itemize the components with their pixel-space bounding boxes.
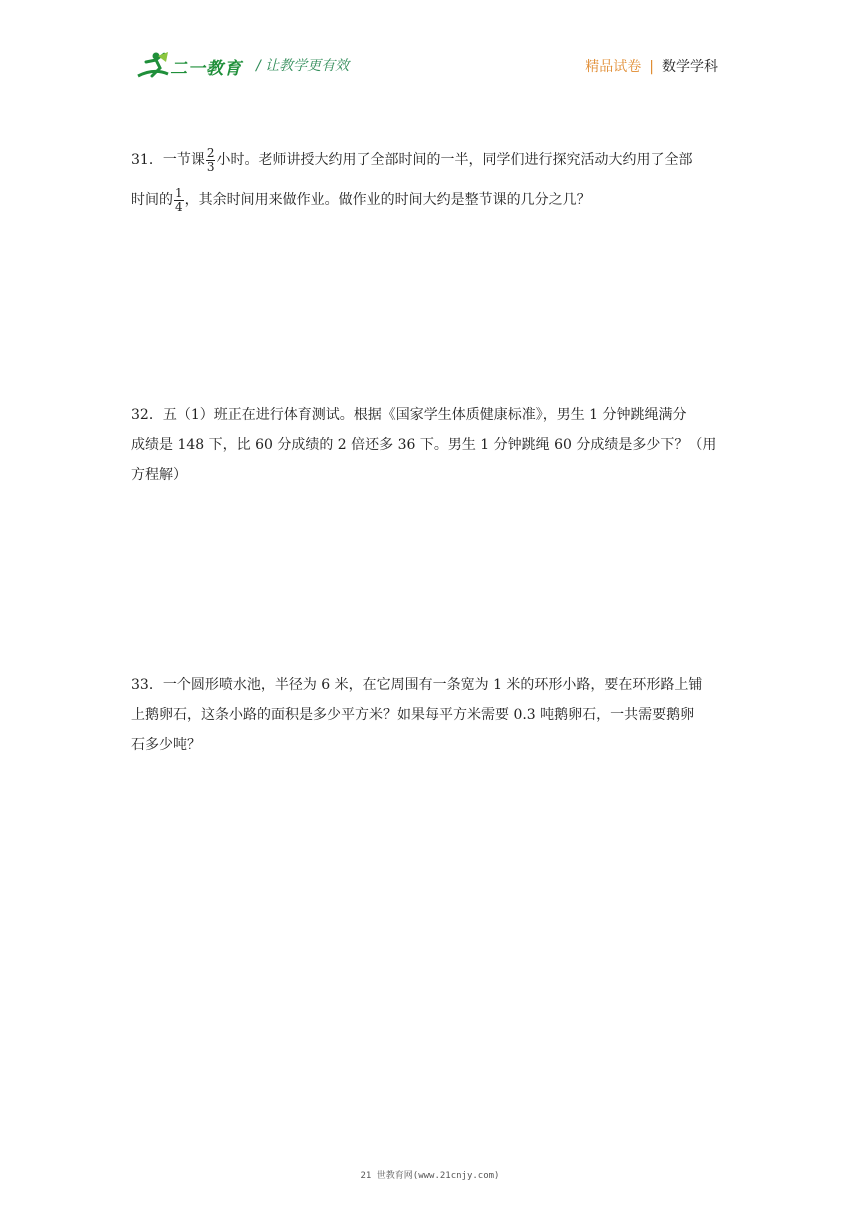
question-31-line-1 — [131, 145, 731, 175]
header-right — [585, 56, 718, 76]
q32-line-2: 成绩是 148 下，比 60 分成绩的 2 倍还多 36 下。男生 1 分钟跳绳 60 分成绩是多少下？（用 — [131, 437, 717, 453]
question-33 — [131, 670, 731, 760]
q33-line-3: 石多少吨？ — [131, 737, 201, 753]
frac1-denominator: 3 — [206, 159, 215, 174]
q31-text-d: ，其余时间用来做作业。做作业的时间大约是整节课的几分之几？ — [184, 192, 591, 208]
q31-text-a: 31．一节课 — [131, 152, 205, 168]
q31-text-c: 时间的 — [131, 192, 173, 208]
question-31-line-2 — [131, 185, 731, 215]
quality-label: 精品试卷 — [585, 59, 642, 75]
fraction-one-quarter — [174, 187, 184, 214]
logo-text: 二一教育 — [170, 59, 242, 79]
question-31 — [131, 145, 731, 215]
page-header — [0, 0, 860, 100]
slogan: / 让教学更有效 — [256, 58, 350, 74]
frac1-numerator: 2 — [206, 145, 215, 160]
header-separator: | — [649, 59, 654, 75]
q31-text-b: 小时。老师讲授大约用了全部时间的一半，同学们进行探究活动大约用了全部 — [216, 152, 693, 168]
fraction-two-thirds — [206, 147, 216, 174]
frac2-denominator: 4 — [175, 199, 183, 214]
q32-line-1: 32．五（1）班正在进行体育测试。根据《国家学生体质健康标准》，男生 1 分钟跳绳满分 — [131, 407, 687, 423]
frac2-numerator: 1 — [175, 185, 183, 200]
subject-label: 数学学科 — [662, 59, 718, 75]
page-footer: 21 世教育网(www.21cnjy.com) — [360, 1171, 500, 1181]
q33-line-2: 上鹅卵石，这条小路的面积是多少平方米？如果每平方米需要 0.3 吨鹅卵石，一共需要鹅卵 — [131, 707, 695, 723]
q32-line-3: 方程解） — [131, 467, 187, 483]
q33-line-1: 33．一个圆形喷水池，半径为 6 米，在它周围有一条宽为 1 米的环形小路，要在环形路上铺 — [131, 677, 703, 693]
question-32 — [131, 400, 731, 490]
